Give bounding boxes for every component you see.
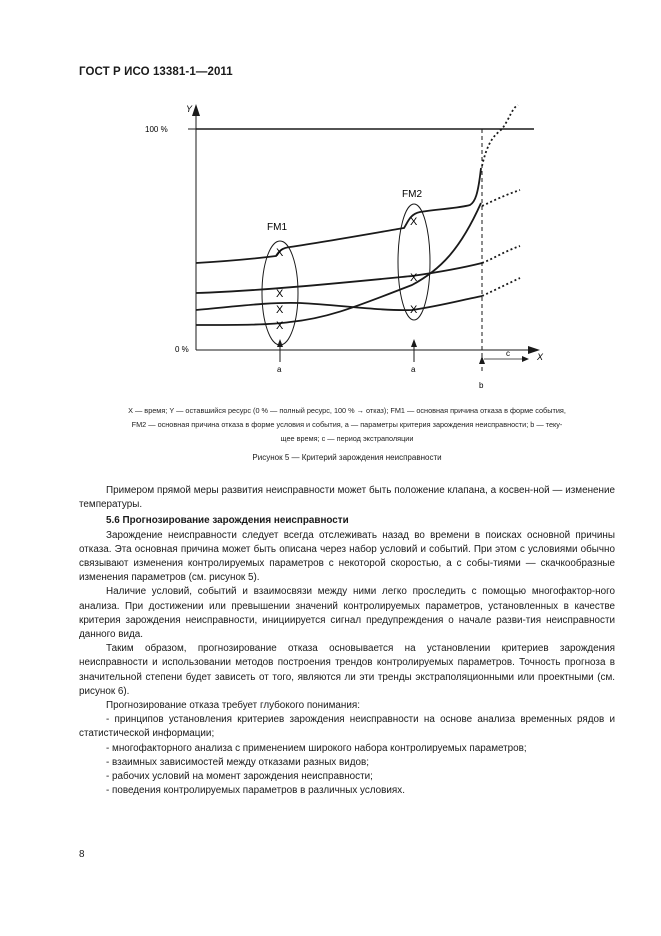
figure-caption-line-3: щее время; с — период экстраполяции xyxy=(280,434,414,443)
fm1-cross-3: X xyxy=(276,304,284,316)
trend-curve-3 xyxy=(196,296,482,310)
x-axis-label: X xyxy=(537,352,544,362)
trend-curve-2 xyxy=(196,263,482,293)
interval-c-label: c xyxy=(506,349,510,358)
marker-a1-label: a xyxy=(277,365,282,374)
fm2-label: FM2 xyxy=(402,189,422,200)
trend-curve-3-extrapolation xyxy=(482,278,520,296)
paragraph-3: Наличие условий, событий и взаимосвязи между ними легко проследить с помощью многофактор-ного анализа. При достижении или превышении значений контролируемых параметров, установленных в качестве критерия зарождения неисправности, инициируется сигнал предупреждения о начале разви-тия неисправности данного вида. xyxy=(79,586,615,641)
fm2-cross-3: X xyxy=(410,304,418,316)
list-item: - принципов установления критериев зарождения неисправности на основе анализа временных рядов и статистической информации; xyxy=(79,714,615,740)
fm1-label: FM1 xyxy=(267,222,287,233)
figure-5-diagram xyxy=(0,0,661,400)
marker-a2-arrowhead xyxy=(411,339,417,347)
list-item: - многофакторного анализа с применением широкого набора контролируемых параметров; xyxy=(106,742,527,754)
marker-a1-arrowhead xyxy=(277,339,283,347)
marker-b-arrowhead xyxy=(479,356,485,364)
paragraph-2: Зарождение неисправности следует всегда отслеживать назад во времени в поисках основной причины отказа. Эта основная причина может быть описана через набор условий и событий. При этом с условиями обычно связывают изменения контролируемых параметров с некоторой скоростью, а с собы-тиями — скачкообразные изменения параметров (см. рисунок 5). xyxy=(79,529,615,584)
fm1-cross-2: X xyxy=(276,288,284,300)
paragraph-5: Прогнозирование отказа требует глубокого понимания: xyxy=(106,700,360,712)
tick-100-label: 100 % xyxy=(145,125,168,134)
body-text xyxy=(79,484,615,798)
list-item: - взаимных зависимостей между отказами разных видов; xyxy=(106,756,369,768)
document-header: ГОСТ Р ИСО 13381-1—2011 xyxy=(79,66,233,78)
page-number: 8 xyxy=(79,849,85,860)
figure-caption-line-2: FM2 — основная причина отказа в форме условия и события, а — параметры критерия зарождения неисправности; b — теку- xyxy=(131,420,563,429)
marker-b-label: b xyxy=(479,381,484,390)
trend-curve-1 xyxy=(196,168,481,263)
interval-c-arrowhead xyxy=(522,356,529,362)
fm2-cross-1: X xyxy=(410,216,418,228)
fm1-cross-4: X xyxy=(276,320,284,332)
y-axis-arrow xyxy=(192,104,200,116)
y-axis-label: Y xyxy=(186,104,193,114)
fm2-cross-2: X xyxy=(410,272,418,284)
figure-caption-line-1: X — время; Y — оставшийся ресурс (0 % — полный ресурс, 100 % → отказ); FM1 — основная причина отказа в форме события, xyxy=(128,406,566,415)
paragraph-1: Примером прямой меры развития неисправности может быть положение клапана, а косвен-ной — изменение температуры. xyxy=(79,485,615,511)
requirements-list xyxy=(79,713,615,798)
section-heading: 5.6 Прогнозирование зарождения неисправности xyxy=(106,515,349,527)
paragraph-4: Таким образом, прогнозирование отказа основывается на установлении критериев зарождения неисправности и использовании методов построения трендов контролируемых параметров. Точность прогноза в значительной степени будет зависеть от того, являются ли эти тренды экстраполяционными или проектными (см. рисунок 6). xyxy=(79,643,615,697)
marker-a2-label: a xyxy=(411,365,416,374)
list-item: - рабочих условий на момент зарождения неисправности; xyxy=(106,771,373,783)
trend-curve-2-extrapolation xyxy=(482,246,520,263)
fm1-cross-1: X xyxy=(276,247,284,259)
list-item: - поведения контролируемых параметров в различных условиях. xyxy=(106,785,405,797)
tick-0-label: 0 % xyxy=(175,345,189,354)
figure-title: Рисунок 5 — Критерий зарождения неисправности xyxy=(252,453,442,462)
trend-curve-5 xyxy=(482,190,520,206)
trend-curve-1-extrapolation xyxy=(482,105,518,166)
